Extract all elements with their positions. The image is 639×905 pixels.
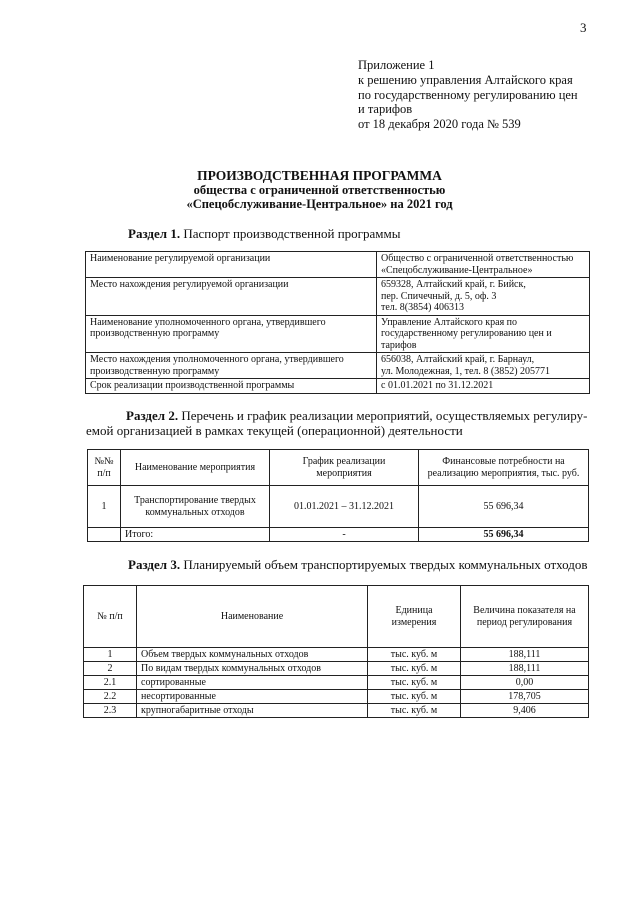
section2-text: Перечень и график реализации мероприятий, осуществляемых регулиру-емой организацией в рамках текущей (операционной) деятельности: [86, 408, 588, 438]
section1-heading: [128, 226, 400, 242]
table-cell: [88, 528, 121, 542]
table-cell: 1: [84, 648, 137, 662]
table-row: [86, 315, 590, 353]
annex-line: Приложение 1: [358, 58, 435, 72]
header-cell: Наименование мероприятия: [121, 450, 270, 486]
table-row: [88, 486, 589, 528]
table-row: [84, 648, 589, 662]
header-cell: Наименование: [137, 586, 368, 648]
header-cell: №№ п/п: [88, 450, 121, 486]
doc-subtitle-org: «Спецобслуживание-Центральное» на 2021 год: [186, 197, 453, 211]
cell-line: 656038, Алтайский край, г. Барнаул,: [381, 354, 535, 365]
table-cell: тыс. куб. м: [368, 690, 461, 704]
table-cell: Место нахождения регулируемой организации: [86, 278, 377, 316]
table-row: [86, 379, 590, 394]
table-total-row: [88, 528, 589, 542]
table-cell: [377, 353, 590, 379]
doc-subtitle: общества с ограниченной ответственностью: [193, 183, 446, 197]
table-cell: Транспортирование твердых коммунальных отходов: [121, 486, 270, 528]
measures-table: [87, 449, 589, 542]
table-cell: Наименование регулируемой организации: [86, 252, 377, 278]
section1-label: Раздел 1.: [128, 226, 181, 241]
table-row: [84, 676, 589, 690]
table-cell: [377, 278, 590, 316]
section3-heading: [128, 557, 588, 573]
annex-line: и тарифов: [358, 102, 413, 117]
table-cell: Место нахождения уполномоченного органа, утвердившего производственную программу: [86, 353, 377, 379]
header-cell: Финансовые потребности на реализацию мероприятия, тыс. руб.: [419, 450, 589, 486]
table-cell: 2: [84, 662, 137, 676]
total-schedule: -: [270, 528, 419, 542]
header-cell: Единица измерения: [368, 586, 461, 648]
table-cell: 2.3: [84, 704, 137, 718]
section3-text: Планируемый объем транспортируемых твердых коммунальных отходов: [183, 557, 588, 572]
table-cell: 9,406: [461, 704, 589, 718]
section2-heading: [86, 408, 588, 438]
table-cell: [377, 252, 590, 278]
table-cell: сортированные: [137, 676, 368, 690]
table-cell: 1: [88, 486, 121, 528]
table-cell: с 01.01.2021 по 31.12.2021: [377, 379, 590, 394]
table-cell: 0,00: [461, 676, 589, 690]
passport-table: [85, 251, 590, 394]
section2-label: Раздел 2.: [126, 408, 179, 423]
table-row: [86, 353, 590, 379]
annex-block: [358, 58, 578, 132]
header-cell: Величина показателя на период регулирования: [461, 586, 589, 648]
table-cell: Срок реализации производственной программы: [86, 379, 377, 394]
table-header-row: [84, 586, 589, 648]
table-cell: тыс. куб. м: [368, 648, 461, 662]
table-cell: [377, 315, 590, 353]
table-cell: тыс. куб. м: [368, 662, 461, 676]
table-cell: крупногабаритные отходы: [137, 704, 368, 718]
section1-text: Паспорт производственной программы: [183, 226, 401, 241]
table-row: [86, 252, 590, 278]
table-cell: 178,705: [461, 690, 589, 704]
table-row: [84, 690, 589, 704]
annex-line: от 18 декабря 2020 года № 539: [358, 117, 521, 132]
table-cell: 2.1: [84, 676, 137, 690]
cell-line: пер. Спичечный, д. 5, оф. 3: [381, 290, 497, 302]
page-number: 3: [580, 20, 587, 35]
table-cell: По видам твердых коммунальных отходов: [137, 662, 368, 676]
cell-line: тел. 8(3854) 406313: [381, 302, 464, 313]
table-cell: 01.01.2021 – 31.12.2021: [270, 486, 419, 528]
table-row: [84, 662, 589, 676]
table-cell: 2.2: [84, 690, 137, 704]
header-cell: № п/п: [84, 586, 137, 648]
table-cell: несортированные: [137, 690, 368, 704]
table-cell: Объем твердых коммунальных отходов: [137, 648, 368, 662]
annex-line: по государственному регулированию цен: [358, 87, 578, 102]
cell-line: «Спецобслуживание-Центральное»: [381, 264, 533, 276]
volume-table: [83, 585, 589, 718]
doc-title: ПРОИЗВОДСТВЕННАЯ ПРОГРАММА: [197, 168, 442, 183]
table-header-row: [88, 450, 589, 486]
cell-line: Управление Алтайского края по: [381, 316, 518, 328]
total-finance: 55 696,34: [419, 528, 589, 542]
cell-line: Общество с ограниченной ответственностью: [381, 253, 574, 264]
section3-label: Раздел 3.: [128, 557, 181, 572]
table-row: [84, 704, 589, 718]
table-cell: 188,111: [461, 662, 589, 676]
table-cell: 55 696,34: [419, 486, 589, 528]
cell-line: ул. Молодежная, 1, тел. 8 (3852) 205771: [381, 365, 551, 377]
cell-line: государственному регулированию цен и: [381, 328, 552, 339]
table-cell: 188,111: [461, 648, 589, 662]
table-cell: тыс. куб. м: [368, 676, 461, 690]
table-cell: тыс. куб. м: [368, 704, 461, 718]
total-label: Итого:: [121, 528, 270, 542]
table-cell: Наименование уполномоченного органа, утвердившего производственную программу: [86, 315, 377, 353]
header-cell: График реализации мероприятия: [270, 450, 419, 486]
cell-line: 659328, Алтайский край, г. Бийск,: [381, 279, 526, 290]
table-row: [86, 278, 590, 316]
cell-line: тарифов: [381, 339, 417, 351]
annex-line: к решению управления Алтайского края: [358, 72, 573, 87]
